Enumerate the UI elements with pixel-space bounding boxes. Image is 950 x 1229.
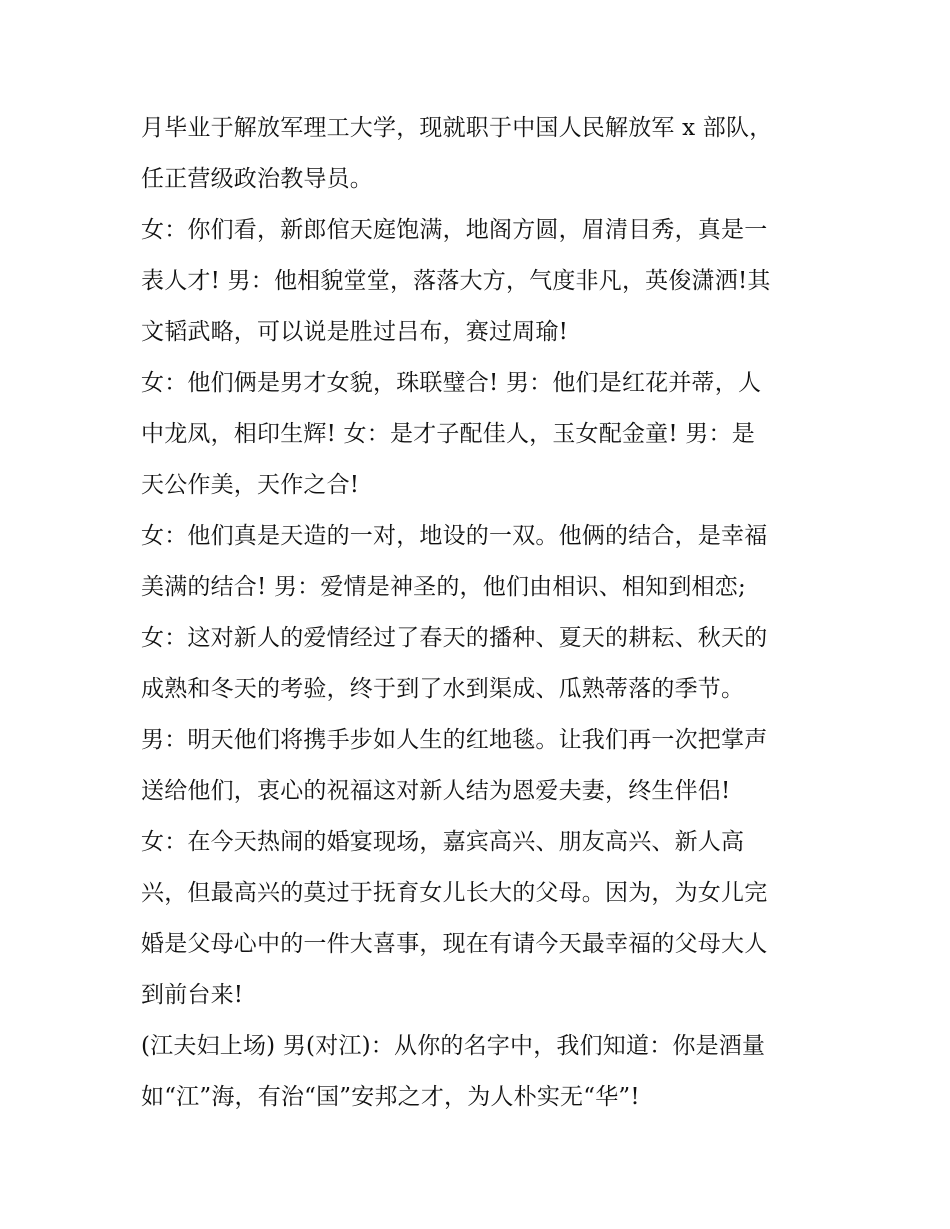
text-line: 中龙凤，相印生辉! 女：是才子配佳人，玉女配金童! 男：是: [141, 421, 755, 447]
text-line: 月毕业于解放军理工大学，现就职于中国人民解放军 x 部队，: [141, 115, 773, 141]
text-line: 如“江”海，有治“国”安邦之才，为人朴实无“华”!: [141, 1084, 640, 1110]
text-line: 任正营级政治教导员。: [141, 166, 373, 192]
text-line: 文韬武略，可以说是胜过吕布，赛过周瑜!: [141, 319, 569, 345]
text-line: 女：在今天热闹的婚宴现场，嘉宾高兴、朋友高兴、新人高: [141, 829, 745, 855]
text-line: 天公作美，天作之合!: [141, 472, 360, 498]
text-line: (江夫妇上场) 男(对江)：从你的名字中，我们知道：你是酒量: [141, 1033, 766, 1059]
text-line: 到前台来!: [141, 982, 244, 1008]
body-text: [141, 103, 813, 1123]
text-line: 女：他们真是天造的一对，地设的一双。他俩的结合，是幸福: [141, 523, 768, 549]
text-line: 男：明天他们将携手步如人生的红地毯。让我们再一次把掌声: [141, 727, 768, 753]
text-line: 婚是父母心中的一件大喜事，现在有请今天最幸福的父母大人: [141, 931, 768, 957]
text-line: 成熟和冬天的考验，终于到了水到渠成、瓜熟蒂落的季节。: [141, 676, 745, 702]
text-line: 表人才! 男：他相貌堂堂，落落大方，气度非凡，英俊潇洒!其: [141, 268, 771, 294]
text-line: 女：他们俩是男才女貌，珠联璧合! 男：他们是红花并蒂，人: [141, 370, 762, 396]
text-line: 美满的结合! 男：爱情是神圣的，他们由相识、相知到相恋;: [141, 574, 746, 600]
text-line: 女：你们看，新郎倌天庭饱满，地阁方圆，眉清目秀，真是一: [141, 217, 768, 243]
text-line: 送给他们，衷心的祝福这对新人结为恩爱夫妻，终生伴侣!: [141, 778, 731, 804]
text-line: 女：这对新人的爱情经过了春天的播种、夏天的耕耘、秋天的: [141, 625, 768, 651]
text-line: 兴，但最高兴的莫过于抚育女儿长大的父母。因为，为女儿完: [141, 880, 768, 906]
